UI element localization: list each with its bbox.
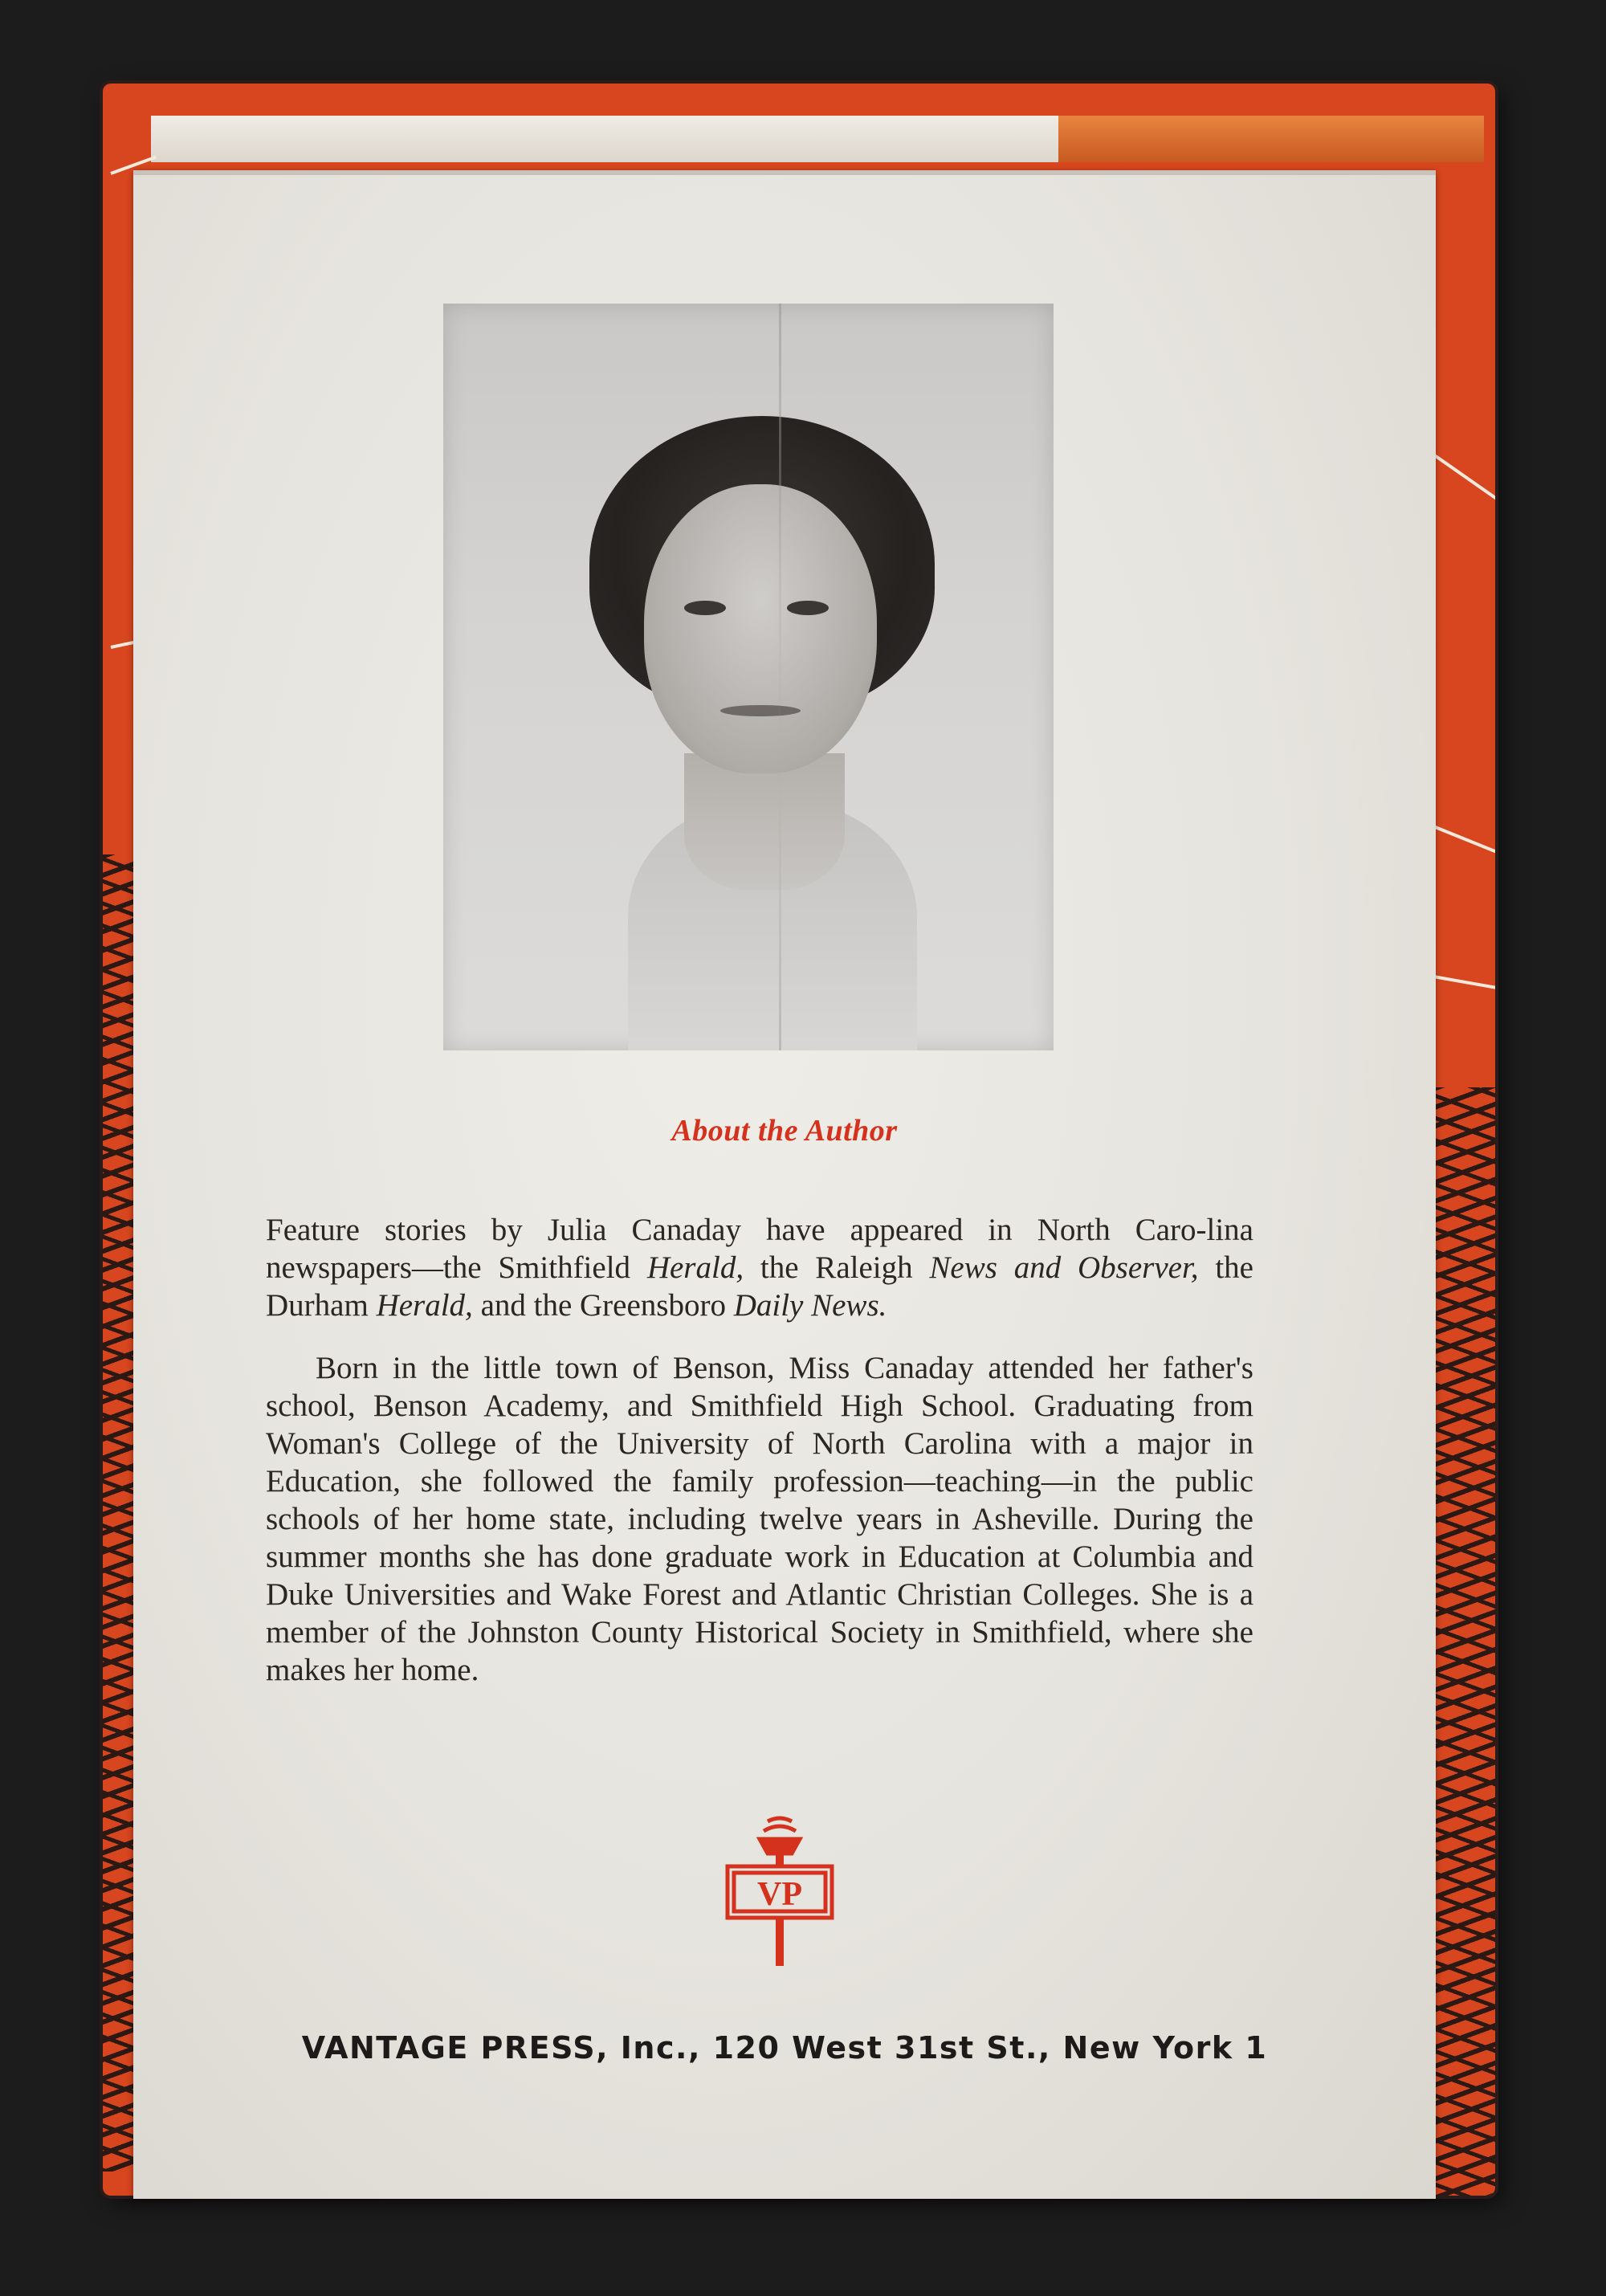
portrait-neck bbox=[684, 753, 845, 890]
bio-paragraph-1 bbox=[266, 1211, 1253, 1324]
about-author-heading: About the Author bbox=[671, 1114, 898, 1148]
bio-paragraph-2: Born in the little town of Benson, Miss Canaday attended her father's school, Benson Academy, and Smithfield High School. Graduating from Woman's College of the University of North Carolina with a major in Education, she followed the family profession—teaching—in the public schools of her home state, including twelve years in Asheville. During the summer months she has done graduate work in Education at Columbia and Duke Universities and Wake Forest and Atlantic Christian Colleges. She is a member of the Johnston County Historical Society in Smithfield, where she makes her home. bbox=[266, 1351, 1253, 1687]
author-portrait bbox=[443, 304, 1054, 1050]
logo-text: VP bbox=[757, 1876, 802, 1913]
book-spine-orange bbox=[1058, 116, 1484, 162]
portrait-mouth bbox=[720, 705, 801, 716]
portrait-face bbox=[644, 484, 877, 773]
portrait-eye bbox=[684, 601, 726, 615]
vantage-press-torch-logo bbox=[719, 1813, 840, 1974]
book-spine-stripe bbox=[151, 116, 1058, 162]
newspaper-name: Herald, bbox=[646, 1250, 744, 1285]
bio-text-run: the Raleigh bbox=[744, 1250, 930, 1285]
dust-jacket-back bbox=[133, 170, 1436, 2199]
bio-text-run: Feature stories by Julia Canaday have appeared in North Caro-lina newspapers—the Smithfield bbox=[266, 1213, 1253, 1285]
publisher-address: VANTAGE PRESS, Inc., 120 West 31st St., New York 1 bbox=[301, 2030, 1268, 2066]
newspaper-name: Daily News. bbox=[733, 1288, 887, 1323]
bio-text-run: the Durham bbox=[266, 1250, 1253, 1323]
portrait-eye bbox=[787, 601, 829, 615]
newspaper-name: Herald, bbox=[376, 1288, 473, 1323]
tree-illustration-right bbox=[1431, 1087, 1495, 2196]
photo-crease bbox=[779, 304, 781, 1050]
bio-text-run: and the Greensboro bbox=[472, 1288, 734, 1323]
newspaper-name: News and Observer, bbox=[929, 1250, 1199, 1285]
